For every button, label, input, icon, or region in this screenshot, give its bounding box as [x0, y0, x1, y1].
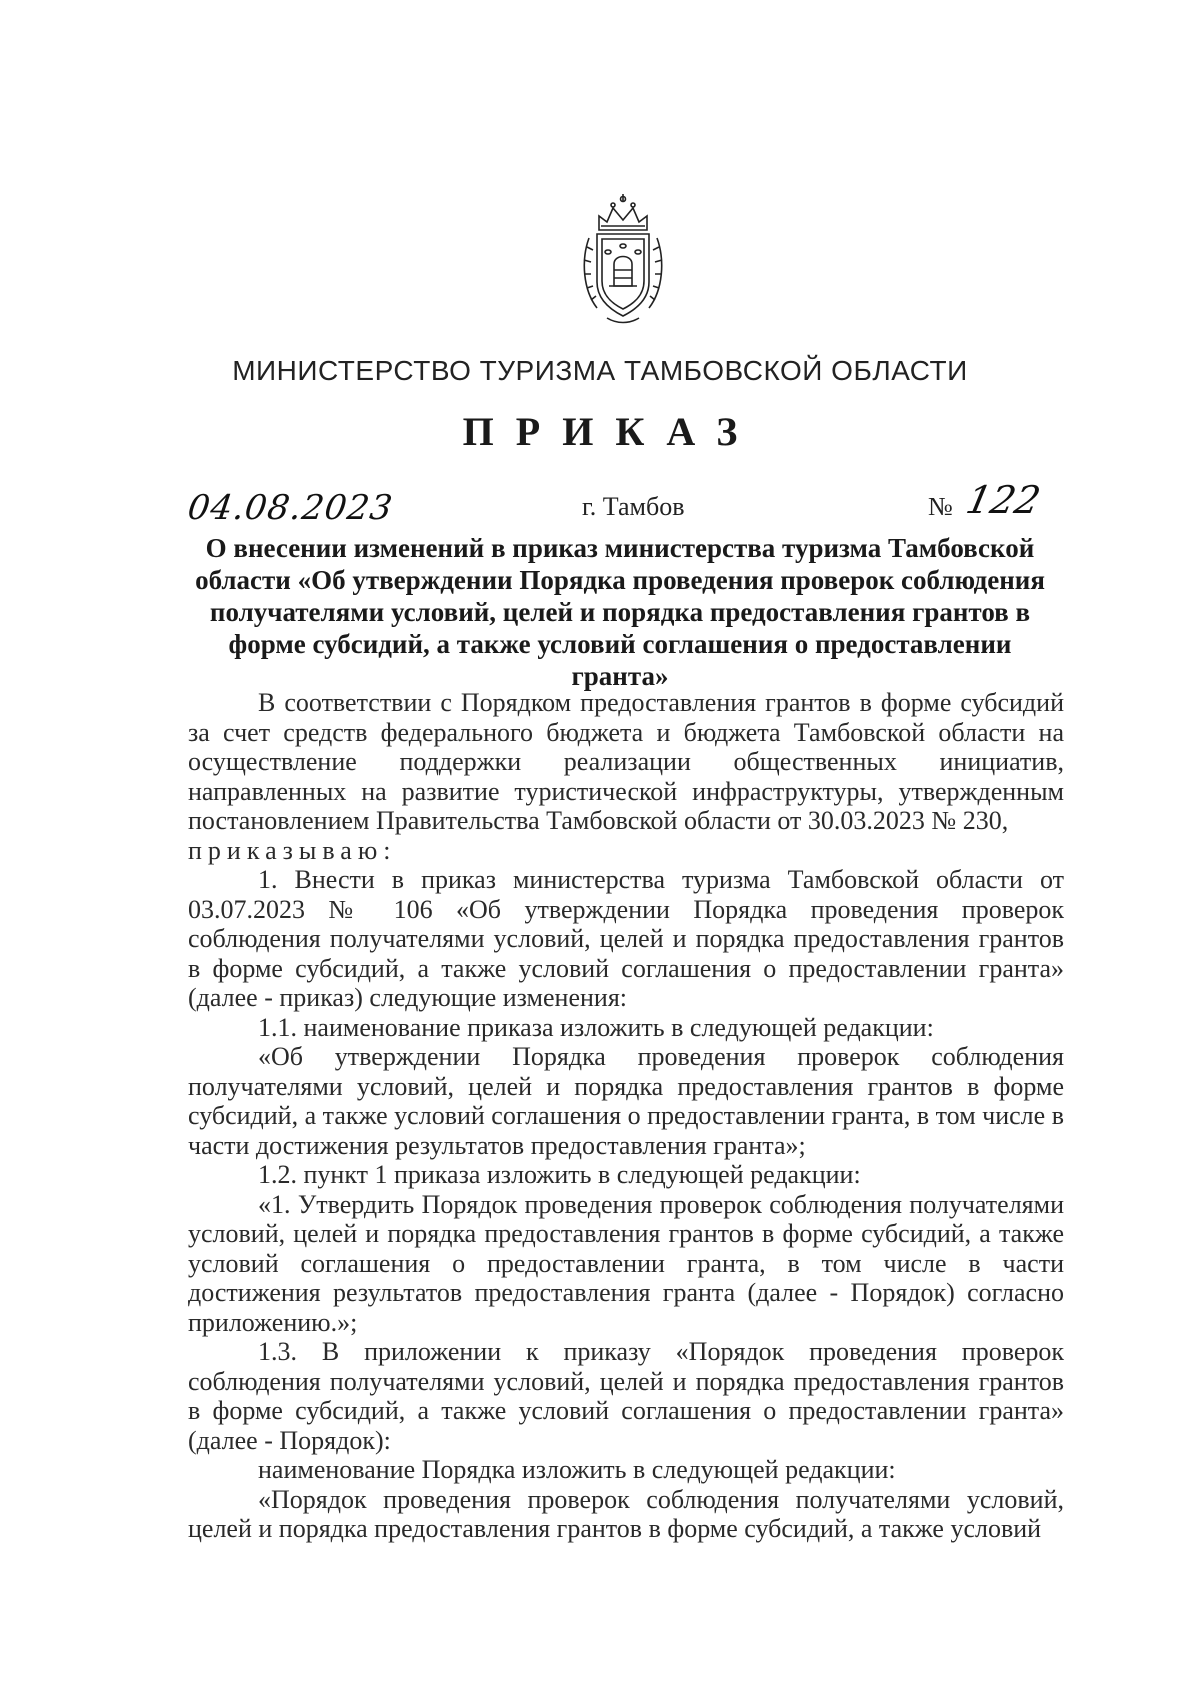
paragraph-1-3: 1.3. В приложении к приказу «Порядок проведения проверок соблюдения получателями условий, целей и порядка предоставления грантов в форме субсидий, а также условий соглашения о предоставлении гранта» (далее - Порядок): [188, 1337, 1064, 1455]
paragraph-1-3-a: наименование Порядка изложить в следующей редакции: [258, 1455, 896, 1484]
paragraph-1-3-b: «Порядок проведения проверок соблюдения получателями условий, целей и порядка предоставления грантов в форме субсидий, а также условий [188, 1484, 1064, 1543]
preamble-paragraph: В соответствии с Порядком предоставления грантов в форме субсидий за счет средств федерального бюджета и бюджета Тамбовской области на осуществление поддержки реализации общественных инициатив, направленных на развитие туристической инфраструктуры, утвержденным постановлением Правительства Тамбовской области от 30.03.2023 № 230, [188, 688, 1064, 835]
paragraph-1-1-text: «Об утверждении Порядка проведения проверок соблюдения получателями условий, целей и порядка предоставления грантов в форме субсидий, а также условий соглашения о предоставлении гранта, в том числе в части достижения результатов предоставления гранта»; [188, 1042, 1064, 1160]
order-subject: О внесении изменений в приказ министерства туризма Тамбовской области «Об утверждении Порядка проведения проверок соблюдения получателями условий, целей и порядка предоставления грантов в форме субсидий, а также условий соглашения о предоставлении гранта» [195, 533, 1045, 691]
city-label: г. Тамбов [582, 492, 685, 521]
order-number-handwritten: 122 [962, 478, 1045, 522]
paragraph-1-2-text: «1. Утвердить Порядок проведения проверок соблюдения получателями условий, целей и порядка предоставления грантов в форме субсидий, а также условий соглашения о предоставлении гранта, в том числе в части достижения результатов предоставления гранта (далее - Порядок) согласно приложению.»; [188, 1189, 1064, 1337]
paragraph-1: 1. Внести в приказ министерства туризма Тамбовской области от 03.07.2023 № 106 «Об утверждении Порядка проведения проверок соблюдения получателями условий, целей и порядка предоставления грантов в форме субсидий, а также условий соглашения о предоставлении гранта» (далее - приказ) следующие изменения: [188, 865, 1064, 1012]
order-word: приказываю: [188, 835, 397, 865]
paragraph-1-1: 1.1. наименование приказа изложить в следующей редакции: [258, 1012, 934, 1042]
ministry-name: МИНИСТЕРСТВО ТУРИЗМА ТАМБОВСКОЙ ОБЛАСТИ [232, 355, 968, 386]
tambov-coat-of-arms-icon [577, 190, 669, 325]
order-body [188, 688, 1064, 1544]
order-date-handwritten: 04.08.2023 [185, 488, 396, 528]
number-sign: № [928, 492, 953, 521]
paragraph-1-2: 1.2. пункт 1 приказа изложить в следующей редакции: [258, 1160, 861, 1189]
document-type-title: ПРИКАЗ [462, 409, 760, 454]
